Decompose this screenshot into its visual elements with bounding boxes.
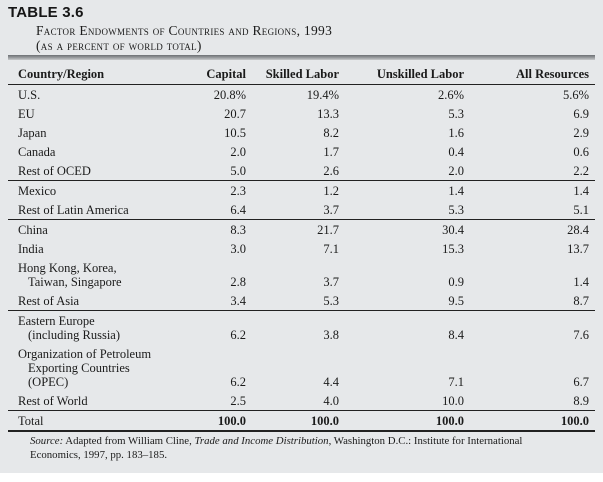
country-name-line: Eastern Europe	[18, 313, 95, 328]
value-cell: 1.7	[323, 144, 339, 159]
source-text-italic: Source:	[30, 435, 64, 447]
country-cell	[8, 291, 168, 311]
country-name-line: Rest of OCED	[18, 163, 91, 178]
table-row	[8, 239, 595, 258]
country-cell	[8, 123, 168, 142]
country-name-line: Rest of Asia	[18, 293, 80, 308]
country-name-line: EU	[18, 106, 35, 121]
country-cell	[8, 258, 168, 291]
country-name-line: Total	[18, 413, 44, 428]
source-note	[30, 434, 578, 462]
value-cell: 30.4	[345, 220, 470, 240]
value-cell: 4.0	[323, 393, 339, 408]
value-cell: 1.6	[448, 125, 464, 140]
value-cell: 10.0	[442, 393, 464, 408]
table-row	[8, 411, 595, 432]
value-cell: 2.5	[230, 393, 246, 408]
table-row	[8, 142, 595, 161]
value-cell: 0.6	[573, 144, 589, 159]
value-cell: 100.0	[345, 411, 470, 432]
country-name-line: China	[18, 222, 48, 237]
value-cell: 0.4	[448, 144, 464, 159]
value-cell: 3.7	[323, 202, 339, 217]
value-cell: 7.1	[323, 241, 339, 256]
country-name-line: Rest of Latin America	[18, 202, 129, 217]
table-row	[8, 123, 595, 142]
column-header-skilled-labor: Skilled Labor	[252, 62, 345, 85]
value-cell: 2.8	[230, 274, 246, 289]
value-cell: 4.4	[323, 374, 339, 389]
table-row	[8, 344, 595, 391]
value-cell: 8.2	[323, 125, 339, 140]
value-cell: 2.9	[573, 125, 589, 140]
value-cell: 21.7	[252, 220, 345, 240]
source-line	[30, 434, 578, 448]
value-cell: 6.7	[573, 374, 589, 389]
table-row	[8, 291, 595, 311]
country-name-line: Canada	[18, 144, 56, 159]
value-cell: 8.9	[573, 393, 589, 408]
value-cell: 100.0	[470, 411, 595, 432]
country-name-line: Rest of World	[18, 393, 88, 408]
table-title: Factor Endowments of Countries and Regions, 1993	[36, 23, 333, 38]
value-cell: 7.6	[470, 311, 595, 345]
value-cell: 3.4	[230, 293, 246, 308]
country-cell	[8, 200, 168, 220]
country-name-line: Organization of Petroleum	[18, 346, 152, 361]
value-cell: 5.0	[230, 163, 246, 178]
value-cell: 2.0	[448, 163, 464, 178]
table-row	[8, 104, 595, 123]
value-cell: 6.4	[230, 202, 246, 217]
country-cell	[8, 411, 168, 432]
country-cell	[8, 142, 168, 161]
country-name-line: Taiwan, Singapore	[28, 274, 122, 289]
value-cell: 20.8%	[213, 87, 246, 102]
source-line	[30, 448, 578, 462]
endowments-table	[8, 62, 595, 432]
value-cell: 13.7	[567, 241, 589, 256]
value-cell: 8.4	[345, 311, 470, 345]
value-cell: 5.6%	[562, 87, 589, 102]
value-cell: 2.0	[230, 144, 246, 159]
value-cell: 10.5	[224, 125, 246, 140]
value-cell: 0.9	[448, 274, 464, 289]
value-cell: 3.7	[323, 274, 339, 289]
value-cell: 5.3	[323, 293, 339, 308]
value-cell: 1.4	[345, 181, 470, 201]
value-cell: 13.3	[317, 106, 339, 121]
value-cell: 7.1	[448, 374, 464, 389]
value-cell: 28.4	[470, 220, 595, 240]
value-cell: 5.1	[573, 202, 589, 217]
value-cell: 19.4%	[306, 87, 339, 102]
country-cell	[8, 161, 168, 181]
table-row	[8, 85, 595, 105]
value-cell: 2.3	[168, 181, 252, 201]
country-cell	[8, 344, 168, 391]
country-cell	[8, 220, 168, 240]
value-cell: 15.3	[442, 241, 464, 256]
country-name-line: Japan	[18, 125, 47, 140]
value-cell: 100.0	[252, 411, 345, 432]
table-row	[8, 181, 595, 201]
source-text: Adapted from William Cline,	[63, 435, 195, 447]
column-header-capital: Capital	[168, 62, 252, 85]
value-cell: 2.2	[573, 163, 589, 178]
value-cell: 8.3	[168, 220, 252, 240]
country-cell	[8, 239, 168, 258]
value-cell: 9.5	[448, 293, 464, 308]
value-cell: 1.4	[470, 181, 595, 201]
value-cell: 6.9	[573, 106, 589, 121]
country-cell	[8, 391, 168, 411]
table-row	[8, 200, 595, 220]
value-cell: 5.3	[448, 202, 464, 217]
table-row	[8, 391, 595, 411]
country-cell	[8, 311, 168, 345]
table-body	[8, 85, 595, 432]
country-name-line: India	[18, 241, 44, 256]
source-text-italic: Trade and Income Distribution	[194, 435, 329, 447]
country-cell	[8, 85, 168, 105]
value-cell: 2.6	[323, 163, 339, 178]
country-name-line: (including Russia)	[28, 327, 121, 342]
value-cell: 6.2	[230, 374, 246, 389]
value-cell: 1.4	[573, 274, 589, 289]
country-cell	[8, 181, 168, 201]
country-name-line: Mexico	[18, 183, 57, 198]
country-name-line: Exporting Countries (OPEC)	[28, 360, 130, 389]
value-cell: 6.2	[168, 311, 252, 345]
table-subtitle: (as a percent of world total)	[36, 38, 202, 53]
column-header-country: Country/Region	[8, 62, 168, 85]
table-row	[8, 311, 595, 345]
country-name-line: Hong Kong, Korea,	[18, 260, 117, 275]
value-cell: 3.0	[230, 241, 246, 256]
value-cell: 5.3	[448, 106, 464, 121]
source-text: , Washington D.C.: Institute for International	[328, 435, 523, 447]
table-row	[8, 220, 595, 240]
value-cell: 8.7	[573, 293, 589, 308]
table-row	[8, 161, 595, 181]
country-cell	[8, 104, 168, 123]
column-header-all-resources: All Resources	[470, 62, 595, 85]
value-cell: 1.2	[252, 181, 345, 201]
value-cell: 2.6%	[437, 87, 464, 102]
value-cell: 20.7	[224, 106, 246, 121]
table-row	[8, 258, 595, 291]
title-divider-rule	[8, 55, 595, 60]
table-header-row	[8, 62, 595, 85]
country-name-line: U.S.	[18, 87, 41, 102]
table-label: TABLE 3.6	[8, 4, 84, 21]
value-cell: 100.0	[168, 411, 252, 432]
column-header-unskilled-labor: Unskilled Labor	[345, 62, 470, 85]
value-cell: 3.8	[252, 311, 345, 345]
source-text: Economics, 1997, pp. 183–185.	[30, 449, 168, 461]
